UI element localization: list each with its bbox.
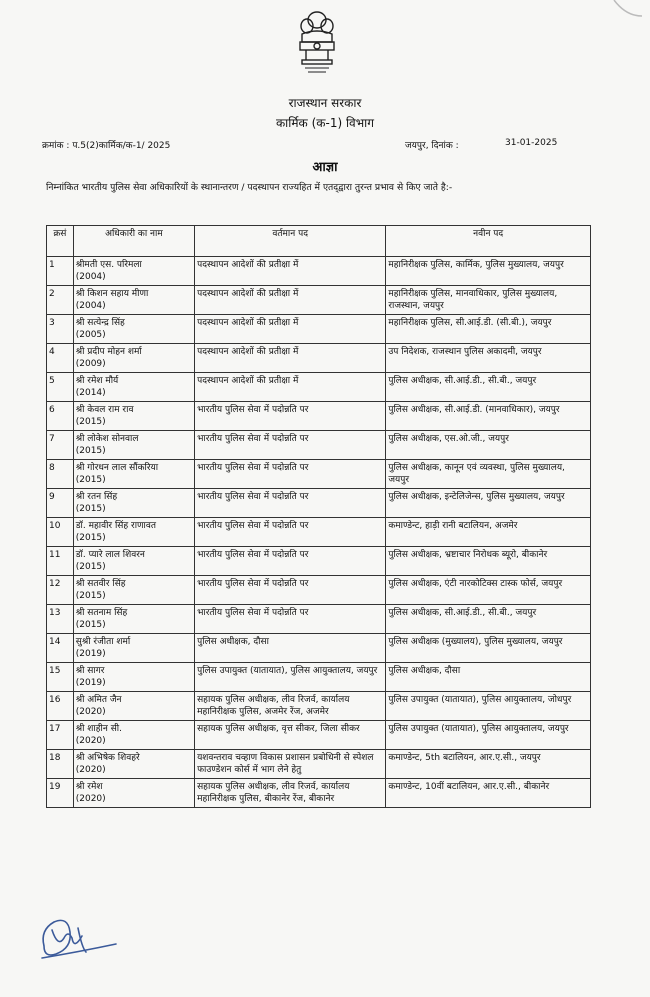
new-post-cell: पुलिस अधीक्षक, सी.आई.डी., सी.बी., जयपुर [386, 373, 591, 402]
column-header-name: अधिकारी का नाम [73, 226, 194, 257]
officer-name: श्री रमेश [75, 782, 103, 792]
postings-table [46, 225, 591, 808]
officer-batch: (2019) [75, 678, 106, 688]
table-header-row [47, 226, 591, 257]
current-post-cell: भारतीय पुलिस सेवा में पदोन्नति पर [195, 547, 386, 576]
current-post-cell: भारतीय पुलिस सेवा में पदोन्नति पर [195, 460, 386, 489]
serial-cell: 6 [47, 402, 74, 431]
officer-name-cell [73, 692, 194, 721]
officer-batch: (2015) [75, 533, 106, 543]
officer-name: श्री लोकेश सोनवाल [75, 434, 139, 444]
officer-name-cell [73, 257, 194, 286]
officer-name-cell [73, 460, 194, 489]
serial-cell: 12 [47, 576, 74, 605]
officer-name: श्रीमती एस. परिमला [75, 260, 142, 270]
new-post-cell: महानिरीक्षक पुलिस, सी.आई.डी. (सी.बी.), जयपुर [386, 315, 591, 344]
serial-cell: 5 [47, 373, 74, 402]
new-post-cell: पुलिस अधीक्षक, एस.ओ.जी., जयपुर [386, 431, 591, 460]
officer-name: श्री किशन सहाय मीणा [75, 289, 149, 299]
new-post-cell: कमाण्डेन्ट, हाड़ी रानी बटालियन, अजमेर [386, 518, 591, 547]
serial-cell: 14 [47, 634, 74, 663]
serial-cell: 7 [47, 431, 74, 460]
officer-name-cell [73, 663, 194, 692]
officer-batch: (2020) [75, 794, 106, 804]
order-title: आज्ञा [312, 160, 338, 175]
officer-name-cell [73, 402, 194, 431]
new-post-cell: पुलिस अधीक्षक, इन्टेलिजेन्स, पुलिस मुख्यालय, जयपुर [386, 489, 591, 518]
serial-cell: 17 [47, 721, 74, 750]
officer-name: श्री अभिषेक शिवहरे [75, 753, 140, 763]
current-post-cell: सहायक पुलिस अधीक्षक, लीव रिजर्व, कार्यालय महानिरीक्षक पुलिस, अजमेर रेंज, अजमेर [195, 692, 386, 721]
table-row [47, 721, 591, 750]
table-row [47, 257, 591, 286]
officer-batch: (2020) [75, 736, 106, 746]
table-row [47, 373, 591, 402]
table-row [47, 489, 591, 518]
officer-name-cell [73, 431, 194, 460]
table-row [47, 460, 591, 489]
officer-batch: (2004) [75, 301, 106, 311]
officer-batch: (2015) [75, 562, 106, 572]
column-header-current-post: वर्तमान पद [195, 226, 386, 257]
officer-batch: (2019) [75, 649, 106, 659]
order-number-label: क्रमांक : [42, 141, 70, 151]
officer-name-cell [73, 373, 194, 402]
officer-name-cell [73, 518, 194, 547]
current-post-cell: पदस्थापन आदेशों की प्रतीक्षा में [195, 315, 386, 344]
current-post-cell: भारतीय पुलिस सेवा में पदोन्नति पर [195, 402, 386, 431]
table-row [47, 286, 591, 315]
table-row [47, 547, 591, 576]
new-post-cell: पुलिस उपायुक्त (यातायात), पुलिस आयुक्तालय, जोधपुर [386, 692, 591, 721]
serial-cell: 11 [47, 547, 74, 576]
officer-name-cell [73, 315, 194, 344]
department-name: कार्मिक (क-1) विभाग [275, 116, 375, 130]
table-row [47, 315, 591, 344]
new-post-cell: कमाण्डेन्ट, 10वीं बटालियन, आर.ए.सी., बीकानेर [386, 779, 591, 808]
officer-name: सुश्री रंजीता शर्मा [75, 637, 131, 647]
table-row [47, 779, 591, 808]
officer-batch: (2009) [75, 359, 106, 369]
officer-name-cell [73, 779, 194, 808]
officer-name-cell [73, 576, 194, 605]
handwritten-signature-icon [38, 908, 118, 968]
new-post-cell: पुलिस उपायुक्त (यातायात), पुलिस आयुक्तालय, जयपुर [386, 721, 591, 750]
officer-batch: (2005) [75, 330, 106, 340]
officer-batch: (2015) [75, 620, 106, 630]
officer-name: श्री रतन सिंह [75, 492, 118, 502]
serial-cell: 19 [47, 779, 74, 808]
table-row [47, 344, 591, 373]
officer-name: श्री सतवीर सिंह [75, 579, 126, 589]
current-post-cell: भारतीय पुलिस सेवा में पदोन्नति पर [195, 489, 386, 518]
officer-batch: (2015) [75, 591, 106, 601]
table-row [47, 576, 591, 605]
officer-name: डॉ. महावीर सिंह राणावत [75, 521, 157, 531]
current-post-cell: पदस्थापन आदेशों की प्रतीक्षा में [195, 344, 386, 373]
ashoka-emblem-icon [292, 6, 342, 76]
serial-cell: 16 [47, 692, 74, 721]
current-post-cell: यशवन्तराव चव्हाण विकास प्रशासन प्रबोधिनी से स्पेशल फाउण्डेशन कोर्स में भाग लेने हेतु [195, 750, 386, 779]
serial-cell: 3 [47, 315, 74, 344]
officer-batch: (2020) [75, 707, 106, 717]
officer-name-cell [73, 721, 194, 750]
table-row [47, 692, 591, 721]
new-post-cell: पुलिस अधीक्षक, दौसा [386, 663, 591, 692]
officer-name-cell [73, 489, 194, 518]
new-post-cell: पुलिस अधीक्षक, भ्रष्टाचार निरोधक ब्यूरो, बीकानेर [386, 547, 591, 576]
table-row [47, 605, 591, 634]
officer-name: श्री सागर [75, 666, 105, 676]
current-post-cell: पदस्थापन आदेशों की प्रतीक्षा में [195, 286, 386, 315]
government-name: राजस्थान सरकार [288, 96, 362, 110]
current-post-cell: पदस्थापन आदेशों की प्रतीक्षा में [195, 373, 386, 402]
officer-batch: (2014) [75, 388, 106, 398]
new-post-cell: पुलिस अधीक्षक (मुख्यालय), पुलिस मुख्यालय, जयपुर [386, 634, 591, 663]
current-post-cell: भारतीय पुलिस सेवा में पदोन्नति पर [195, 431, 386, 460]
current-post-cell: पुलिस उपायुक्त (यातायात), पुलिस आयुक्तालय, जयपुर [195, 663, 386, 692]
current-post-cell: भारतीय पुलिस सेवा में पदोन्नति पर [195, 518, 386, 547]
new-post-cell: पुलिस अधीक्षक, सी.आई.डी., सी.बी., जयपुर [386, 605, 591, 634]
order-number [42, 138, 170, 151]
new-post-cell: पुलिस अधीक्षक, एंटी नारकोटिक्स टास्क फोर्स, जयपुर [386, 576, 591, 605]
serial-cell: 8 [47, 460, 74, 489]
serial-cell: 13 [47, 605, 74, 634]
order-number-value: प.5(2)कार्मिक/क-1/ 2025 [72, 141, 171, 151]
new-post-cell: पुलिस अधीक्षक, सी.आई.डी. (मानवाधिकार), जयपुर [386, 402, 591, 431]
officer-name: श्री सतनाम सिंह [75, 608, 128, 618]
new-post-cell: उप निदेशक, राजस्थान पुलिस अकादमी, जयपुर [386, 344, 591, 373]
officer-name-cell [73, 286, 194, 315]
officer-batch: (2015) [75, 475, 106, 485]
officer-name: डॉ. प्यारे लाल शिवरन [75, 550, 145, 560]
new-post-cell: कमाण्डेन्ट, 5th बटालियन, आर.ए.सी., जयपुर [386, 750, 591, 779]
officer-name: श्री केवल राम राव [75, 405, 134, 415]
table-row [47, 431, 591, 460]
officer-name: श्री अमित जैन [75, 695, 122, 705]
officer-name-cell [73, 750, 194, 779]
intro-text: निम्नांकित भारतीय पुलिस सेवा अधिकारियों के स्थानान्तरण / पदस्थापन राज्यहित में एतद्‌द्वारा तुरन्त प्रभाव से किए जाते है:- [46, 182, 453, 193]
officer-name-cell [73, 605, 194, 634]
current-post-cell: भारतीय पुलिस सेवा में पदोन्नति पर [195, 605, 386, 634]
officer-name: श्री सत्येन्द्र सिंह [75, 318, 125, 328]
current-post-cell: सहायक पुलिस अधीक्षक, वृत्त सीकर, जिला सीकर [195, 721, 386, 750]
current-post-cell: पुलिस अधीक्षक, दौसा [195, 634, 386, 663]
officer-batch: (2020) [75, 765, 106, 775]
officer-name: श्री गोरधन लाल सौंकरिया [75, 463, 159, 473]
officer-batch: (2015) [75, 417, 106, 427]
serial-cell: 18 [47, 750, 74, 779]
current-post-cell: पदस्थापन आदेशों की प्रतीक्षा में [195, 257, 386, 286]
officer-name: श्री शाहीन सी. [75, 724, 122, 734]
serial-cell: 10 [47, 518, 74, 547]
serial-cell: 9 [47, 489, 74, 518]
table-row [47, 750, 591, 779]
serial-cell: 4 [47, 344, 74, 373]
table-row [47, 634, 591, 663]
serial-cell: 1 [47, 257, 74, 286]
current-post-cell: सहायक पुलिस अधीक्षक, लीव रिजर्व, कार्यालय महानिरीक्षक पुलिस, बीकानेर रेंज, बीकानेर [195, 779, 386, 808]
serial-cell: 15 [47, 663, 74, 692]
officer-name: श्री रमेश मौर्य [75, 376, 119, 386]
new-post-cell: महानिरीक्षक पुलिस, मानवाधिकार, पुलिस मुख्यालय, राजस्थान, जयपुर [386, 286, 591, 315]
officer-name: श्री प्रदीप मोहन शर्मा [75, 347, 142, 357]
officer-name-cell [73, 344, 194, 373]
order-date: 31-01-2025 [505, 138, 558, 148]
table-row [47, 663, 591, 692]
new-post-cell: पुलिस अधीक्षक, कानून एवं व्यवस्था, पुलिस मुख्यालय, जयपुर [386, 460, 591, 489]
column-header-new-post: नवीन पद [386, 226, 591, 257]
officer-batch: (2004) [75, 272, 106, 282]
serial-cell: 2 [47, 286, 74, 315]
table-row [47, 518, 591, 547]
officer-name-cell [73, 634, 194, 663]
place-date-label: जयपुर, दिनांक : [405, 141, 459, 151]
officer-batch: (2015) [75, 504, 106, 514]
column-header-serial: क्रसं [47, 226, 74, 257]
current-post-cell: भारतीय पुलिस सेवा में पदोन्नति पर [195, 576, 386, 605]
new-post-cell: महानिरीक्षक पुलिस, कार्मिक, पुलिस मुख्यालय, जयपुर [386, 257, 591, 286]
officer-name-cell [73, 547, 194, 576]
page-curl-icon [612, 0, 642, 20]
table-row [47, 402, 591, 431]
officer-batch: (2015) [75, 446, 106, 456]
